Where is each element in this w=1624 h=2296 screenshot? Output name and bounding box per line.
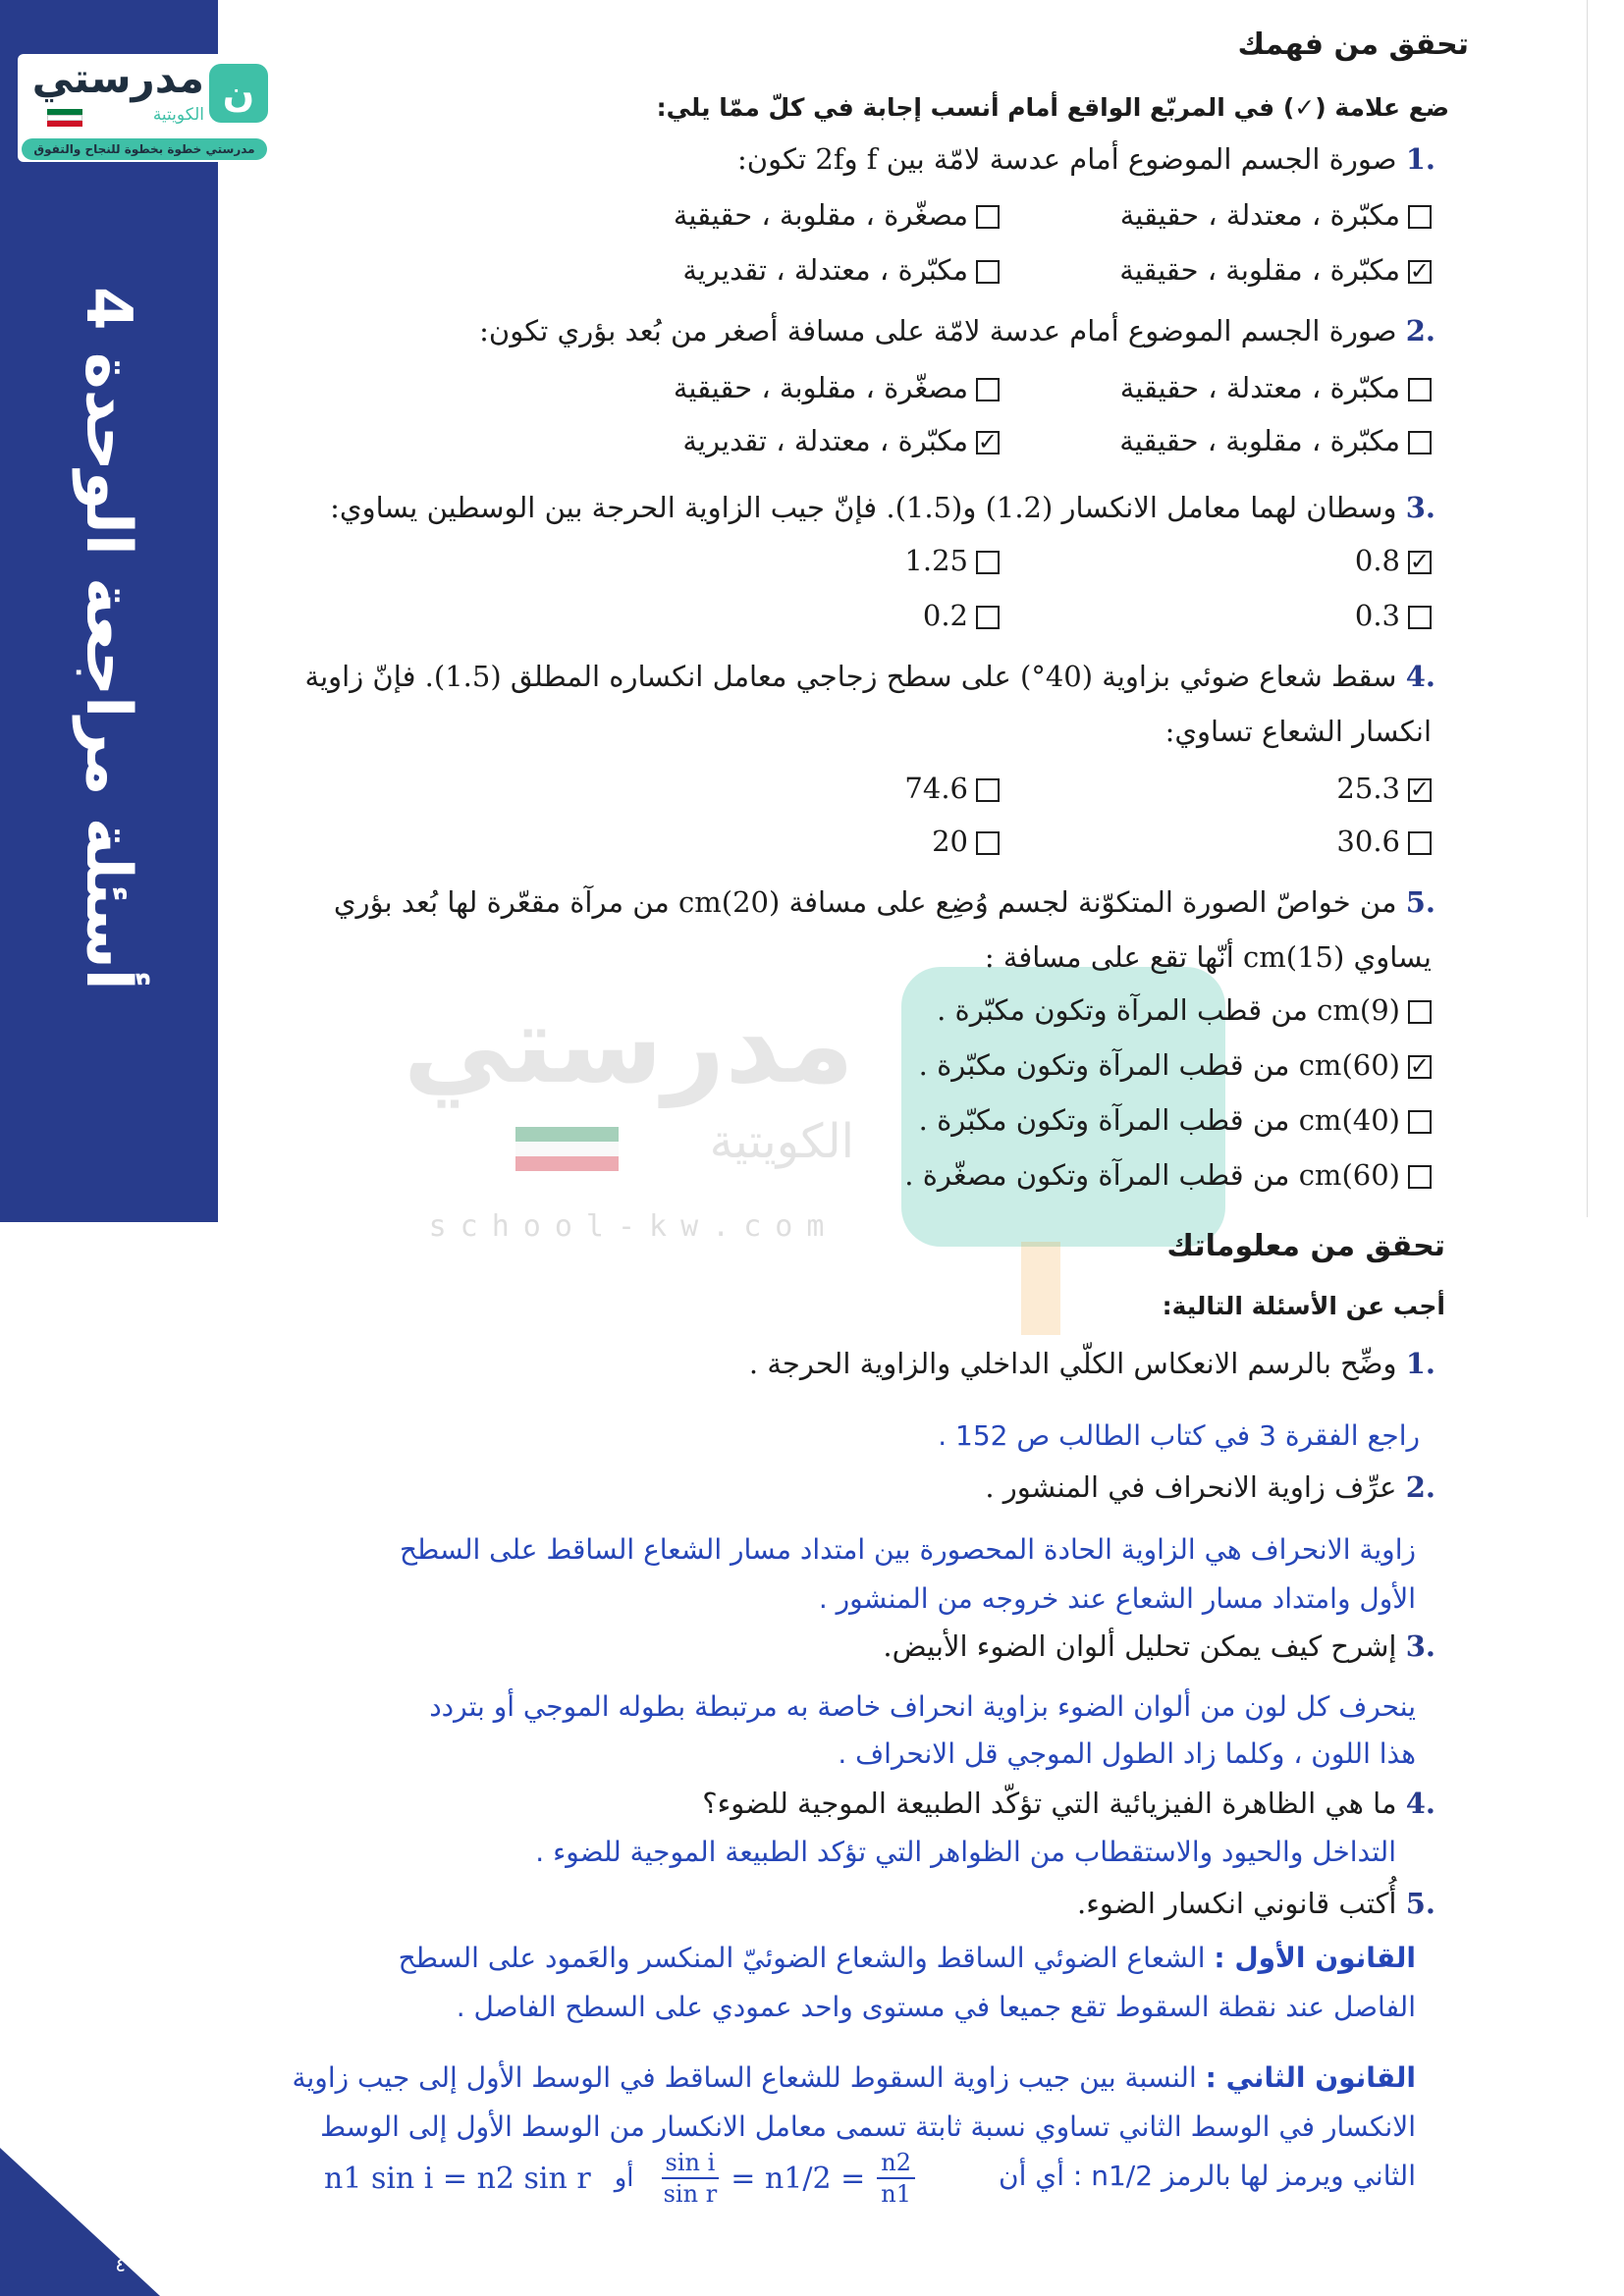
question-text: وسطان لهما معامل الانكسار (1.2) و(1.5). فإنّ جيب الزاوية الحرجة بين الوسطين يساوي: — [330, 491, 1397, 524]
section-heading-understanding: تحقق من فهمك — [1237, 27, 1469, 62]
option-3b[interactable] — [904, 544, 1000, 577]
option-text: 0.3 — [1354, 599, 1400, 632]
option-3c[interactable] — [1355, 599, 1432, 632]
question-number: .3 — [1405, 1629, 1435, 1663]
checkbox[interactable] — [976, 606, 1000, 629]
question-5 — [334, 885, 1435, 919]
option-4c[interactable] — [1336, 825, 1432, 858]
question-4 — [305, 660, 1435, 693]
unit-review-title: أسئلة مراجعة الوحدة 4 — [72, 286, 144, 990]
brand-logo — [18, 54, 268, 162]
option-text: 1.25 — [904, 544, 968, 577]
option-text: مكبّرة ، مقلوبة ، حقيقية — [1119, 253, 1400, 287]
option-text: مكبّرة ، معتدلة ، حقيقية — [1119, 198, 1400, 232]
s2-question-4 — [702, 1787, 1435, 1820]
option-text: 30.6 — [1336, 825, 1400, 858]
sidebar-band — [0, 0, 218, 1222]
question-text: صورة الجسم الموضوع أمام عدسة لامّة على مسافة أصغر من بُعد بؤري تكون: — [479, 314, 1397, 347]
checkbox-checked[interactable]: ✓ — [977, 428, 998, 455]
equation-product-form: n1 sin i = n2 sin r — [324, 2161, 591, 2196]
option-2b[interactable] — [674, 371, 1000, 404]
watermark-brand: مدرستي — [403, 982, 854, 1107]
watermark-flag-icon — [515, 1127, 619, 1171]
question-number: .1 — [1405, 142, 1435, 176]
question-number: .4 — [1405, 1787, 1435, 1820]
law-2-line2: الانكسار في الوسط الثاني تساوي نسبة ثابتة تسمى معامل الانكسار من الوسط الأول إلى الوسط — [320, 2110, 1416, 2143]
s2-answer-4: التداخل والحيود والاستقطاب من الظواهر التي تؤكد الطبيعة الموجية للضوء . — [535, 1836, 1396, 1868]
checkbox-checked[interactable]: ✓ — [1409, 1052, 1430, 1080]
question-text: عرِّف زاوية الانحراف في المنشور . — [985, 1470, 1397, 1504]
watermark-country: الكويتية — [709, 1114, 854, 1169]
option-5c[interactable] — [919, 1103, 1432, 1137]
law-2-text: النسبة بين جيب زاوية السقوط للشعاع الساقط في الوسط الأول إلى جيب زاوية — [292, 2061, 1197, 2094]
sin-r: sin r — [663, 2180, 718, 2208]
option-1b[interactable] — [674, 198, 1000, 232]
checkbox[interactable] — [976, 378, 1000, 401]
checkbox[interactable] — [1408, 378, 1432, 401]
option-4d[interactable] — [932, 825, 1000, 858]
checkbox-checked[interactable]: ✓ — [1409, 548, 1430, 575]
question-number: .2 — [1405, 314, 1435, 347]
question-number: .5 — [1405, 885, 1435, 919]
checkbox[interactable] — [1408, 1000, 1432, 1024]
section-heading-knowledge: تحقق من معلوماتك — [1166, 1229, 1445, 1263]
kuwait-flag-icon — [47, 109, 82, 127]
question-number: .1 — [1405, 1347, 1435, 1380]
checkbox[interactable] — [1408, 1165, 1432, 1189]
question-1 — [737, 142, 1435, 176]
option-1c[interactable] — [1119, 253, 1432, 287]
option-text: مكبّرة ، مقلوبة ، حقيقية — [1119, 424, 1400, 457]
question-text: أُكتب قانوني انكسار الضوء. — [1077, 1887, 1397, 1920]
section-instruction: ضع علامة (✓) في المربّع الواقع أمام أنسب إجابة في كلّ ممّا يلي: — [656, 93, 1449, 122]
law-2-line1 — [293, 2061, 1417, 2094]
question-number: .4 — [1405, 660, 1435, 693]
option-4b[interactable] — [904, 772, 1000, 805]
option-text: مكبّرة ، معتدلة ، حقيقية — [1119, 371, 1400, 404]
question-text: سقط شعاع ضوئي بزاوية (40°) على سطح زجاجي معامل انكساره المطلق (1.5). فإنّ زاوية — [304, 660, 1397, 693]
question-text: ما هي الظاهرة الفيزيائية التي تؤكّد الطبيعة الموجية للضوء؟ — [702, 1787, 1397, 1820]
question-5-line2: يساوي (15)cm أنّها تقع على مسافة : — [984, 940, 1432, 974]
n1: n1 — [881, 2180, 911, 2208]
s2-answer-2-line2: الأول وامتداد مسار الشعاع عند خروجه من المنشور . — [818, 1582, 1416, 1615]
option-text: مكبّرة ، معتدلة ، تقديرية — [682, 253, 968, 287]
s2-question-5 — [1077, 1887, 1435, 1920]
watermark-logo-tail — [1021, 1242, 1060, 1335]
option-1a[interactable] — [1120, 198, 1432, 232]
s2-question-3 — [883, 1629, 1435, 1663]
or-text: أو — [614, 2163, 634, 2193]
law-2-label: القانون الثاني : — [1205, 2061, 1416, 2094]
option-text: مكبّرة ، معتدلة ، تقديرية — [682, 424, 968, 457]
option-text: (60)cm من قطب المرآة وتكون مصغّرة . — [904, 1158, 1400, 1192]
question-3 — [330, 491, 1435, 524]
brand-icon: ن — [209, 64, 268, 123]
option-3a[interactable] — [1355, 544, 1432, 577]
s2-question-1 — [749, 1347, 1435, 1380]
s2-answer-2-line1: زاوية الانحراف هي الزاوية الحادة المحصورة بين امتداد مسار الشعاع الساقط على السطح — [399, 1533, 1416, 1566]
law-1-line1 — [399, 1942, 1416, 1974]
question-2 — [479, 314, 1435, 347]
n2: n2 — [877, 2148, 915, 2179]
section-instruction-2: أجب عن الأسئلة التالية: — [1162, 1292, 1445, 1320]
option-1d[interactable] — [682, 253, 1000, 287]
option-text: (60)cm من قطب المرآة وتكون مكبّرة . — [918, 1048, 1400, 1082]
option-text: 20 — [932, 825, 968, 858]
margin-rule — [1587, 0, 1588, 1217]
ai-an-text: : أي أن — [999, 2160, 1083, 2192]
brand-slogan: مدرستي خطوة بخطوة للنجاح والتفوق — [22, 138, 267, 160]
option-5b[interactable] — [919, 1048, 1432, 1082]
s2-answer-1: راجع الفقرة 3 في كتاب الطالب ص 152 . — [938, 1419, 1420, 1452]
option-text: 0.8 — [1354, 544, 1400, 577]
s2-question-2 — [985, 1470, 1435, 1504]
question-number: .5 — [1405, 1887, 1435, 1920]
option-text: 25.3 — [1336, 772, 1400, 805]
page-number: ٤٩ — [115, 2253, 136, 2276]
question-text: صورة الجسم الموضوع أمام عدسة لامّة بين f و2f تكون: — [737, 142, 1397, 176]
checkbox[interactable] — [976, 551, 1000, 574]
checkbox-checked[interactable]: ✓ — [1409, 775, 1430, 803]
option-text: 74.6 — [904, 772, 968, 805]
equation-mid: = n1/2 = — [731, 2161, 866, 2196]
refraction-equation — [324, 2148, 919, 2209]
checkbox[interactable] — [976, 831, 1000, 855]
checkbox-checked[interactable]: ✓ — [1409, 257, 1430, 285]
brand-name: مدرستي — [31, 54, 204, 102]
law-1-label: القانون الأول : — [1214, 1942, 1416, 1974]
option-5a[interactable] — [937, 993, 1432, 1027]
symbol-n12: n1/2 — [1091, 2160, 1154, 2192]
option-text: (40)cm من قطب المرآة وتكون مكبّرة . — [918, 1103, 1400, 1137]
law-2-text-3: الثاني ويرمز لها بالرمز — [1161, 2160, 1416, 2192]
sin-i: sin i — [662, 2148, 720, 2179]
question-number: .2 — [1405, 1470, 1435, 1504]
s2-answer-3-line2: هذا اللون ، وكلما زاد الطول الموجي قل الانحراف . — [838, 1737, 1416, 1770]
law-1-text: الشعاع الضوئي الساقط والشعاع الضوئيّ المنكسر والعَمود على السطح — [398, 1942, 1206, 1974]
fraction-n — [877, 2148, 915, 2209]
option-3d[interactable] — [923, 599, 1000, 632]
checkbox[interactable] — [976, 778, 1000, 802]
option-text: مصغّرة ، مقلوبة ، حقيقية — [673, 198, 968, 232]
option-2a[interactable] — [1120, 371, 1432, 404]
law-2-line3 — [999, 2160, 1416, 2192]
option-text: مصغّرة ، مقلوبة ، حقيقية — [673, 371, 968, 404]
question-4-line2: انكسار الشعاع تساوي: — [1164, 715, 1432, 748]
option-text: 0.2 — [922, 599, 968, 632]
option-4a[interactable] — [1336, 772, 1432, 805]
option-5d[interactable] — [904, 1158, 1432, 1192]
question-number: .3 — [1405, 491, 1435, 524]
question-text: من خواصّ الصورة المتكوّنة لجسم وُضِع على مسافة (20)cm من مرآة مقعّرة لها بُعد بؤري — [333, 885, 1397, 919]
checkbox[interactable] — [1408, 431, 1432, 454]
option-2c[interactable] — [1119, 424, 1432, 457]
checkbox[interactable] — [976, 260, 1000, 284]
question-text: إشرح كيف يمكن تحليل ألوان الضوء الأبيض. — [883, 1629, 1397, 1663]
fraction-sin — [662, 2148, 720, 2209]
law-1-line2: الفاصل عند نقطة السقوط تقع جميعا في مستوى واحد عمودي على السطح الفاصل . — [456, 1991, 1416, 2023]
checkbox[interactable] — [976, 205, 1000, 229]
option-text: (9)cm من قطب المرآة وتكون مكبّرة . — [937, 993, 1400, 1027]
question-text: وضِّح بالرسم الانعكاس الكلّي الداخلي والزاوية الحرجة . — [748, 1347, 1397, 1380]
brand-country: الكويتية — [152, 105, 204, 125]
option-2d[interactable] — [682, 424, 1000, 457]
checkbox[interactable] — [1408, 205, 1432, 229]
watermark-url: school-kw.com — [428, 1209, 839, 1244]
checkbox[interactable] — [1408, 1110, 1432, 1134]
s2-answer-3-line1: ينحرف كل لون من ألوان الضوء بزاوية انحراف خاصة به مرتبطة بطوله الموجي أو بتردد — [429, 1690, 1416, 1723]
checkbox[interactable] — [1408, 606, 1432, 629]
checkbox[interactable] — [1408, 831, 1432, 855]
